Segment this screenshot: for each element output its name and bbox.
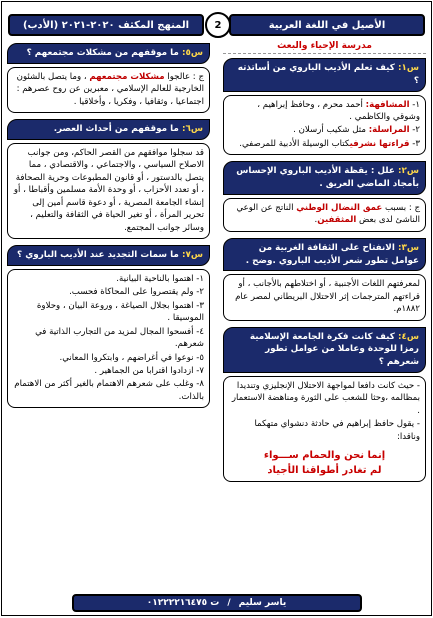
list-item: ٢- ولم يقتصروا على المحاكاة فحسب.	[69, 287, 204, 298]
question-4: س٤: كيف كانت فكرة الجامعة الإسلامية رمزا للوحدة وعاملا من عوامل تطور شعرهم ؟	[223, 327, 426, 373]
right-column	[223, 40, 426, 589]
list-item: ٣- اهتموا بجلال الصياغة ، وروعة البيان ، وحلاوة الموسيقا .	[36, 300, 204, 324]
question-6: س٦: ما موقفهم من أحداث العصر.	[7, 119, 210, 140]
list-item: ١- اهتموا بالناحية البيانية.	[116, 273, 204, 284]
question-1: س١: كيف تعلم الأديب الباروي من أساتذته ؟	[223, 58, 426, 92]
poem-verse: إنما نحن والحمام ســـواء لم تغادر أطواقنا الأجياد	[263, 450, 386, 476]
answer-5: ج : عالجوا مشكلات مجتمعهم ، وما يتصل بالشئون الخارجية للعالم الإسلامي ، معبرين عن روح عصرهم : اجتماعيا ، وثقافيا ، وفكريا ، وأخلاقيا .	[7, 67, 210, 113]
author-name: ياسر سليم	[238, 598, 287, 608]
author-phone: ت ٠١٢٢٢٢١٦٤٧٥	[146, 598, 220, 608]
left-column	[7, 40, 210, 589]
question-7: س٧: ما سمات التجديد عند الأديب الباروي ؟	[7, 245, 210, 266]
answer-2: ج : بسبب عمق النضال الوطني الناتج عن الوعي الناشئ لدى بعض المثقفين.	[223, 198, 426, 232]
page-number: 2	[205, 12, 231, 38]
answer-1-item: ٣- قراءتها نشرفيكتاب الوسيلة الأدبية للمرصفي.	[239, 138, 420, 149]
page	[1, 1, 432, 616]
list-item: ٧- ازدادوا اقترابا من الجماهير .	[94, 365, 204, 376]
question-2: س٢: علل : يقظة الأديب الباروي الإحساس بأمجاد الماضي العريق .	[223, 161, 426, 195]
left-header: المنهج المكثف ٢٠٢٠-٢٠٢١ (الأدب)	[8, 14, 204, 36]
school-title: مدرسة الإحياء والبعث	[223, 40, 426, 54]
answer-4: - حيث كانت دافعا لمواجهة الاحتلال الإنجليزي وتنديدا بمظالمه ،وحثا للشعب على الثورة ومناهضة الاستعمار . - يقول حافظ إبراهيم في حادثة دنشواي متهكما وناقدا: إنما نحن والحمام ســـواء لم تغادر أطواقنا الأجياد	[223, 376, 426, 482]
question-5: س٥: ما موقفهم من مشكلات مجتمعهم ؟	[7, 43, 210, 64]
footer: ياسر سليم / ت ٠١٢٢٢٢١٦٤٧٥	[72, 594, 362, 612]
answer-1-item: ٢- المراسلة: مثل شكيب أرسلان .	[293, 125, 420, 136]
list-item: ٥- نوعوا في أغراضهم ، وابتكروا المعاني.	[59, 352, 204, 363]
answer-7	[7, 269, 210, 409]
question-3: س٣: الانفتاح على الثقافة الغربية من عوامل تطور شعر الأديب الباروي .وضح .	[223, 238, 426, 272]
answer-6: قد سجلوا موافقهم من القصر الحاكم، ومن جوانب الاصلاح السياسي ، والاجتماعي ، والاقتصادي ، مما يتصل بالدستور ، أو قانون المطبوعات وحرية الصحافة ، أو تعدد الأحزاب ، أو وحدة الأمة مسلمين وأقباطا ، أو إنشاء الجامعة المصرية ، أو دعوة قاسم أمين إلى تحرير المرأة ، أو تغير الحياة في الثقافة والتعليم ، وسائر جوانب المجتمع.	[7, 143, 210, 239]
list-item: ٤- أفسحوا المجال لمزيد من التجارب الذاتية في شعرهم.	[35, 326, 204, 350]
answer-3: لمعرفتهم اللغات الأجنبية ، أو اختلاطهم بالأجانب ، أو قراءتهم المترجمات إثر الاحتلال البريطاني لمصر عام ١٨٨٢م.	[223, 274, 426, 320]
answer-1-item: ١- المشافهة: أحمد محرم ، وحافظ إبراهيم ، وشوقي والكاظمي .	[257, 99, 420, 122]
list-item: ٨- وغلب على شعرهم الاهتمام بالغير أكثر من الاهتمام بالذات.	[14, 379, 204, 402]
right-header: الأصيل في اللغة العربية	[229, 14, 425, 36]
answer-1	[223, 95, 426, 156]
